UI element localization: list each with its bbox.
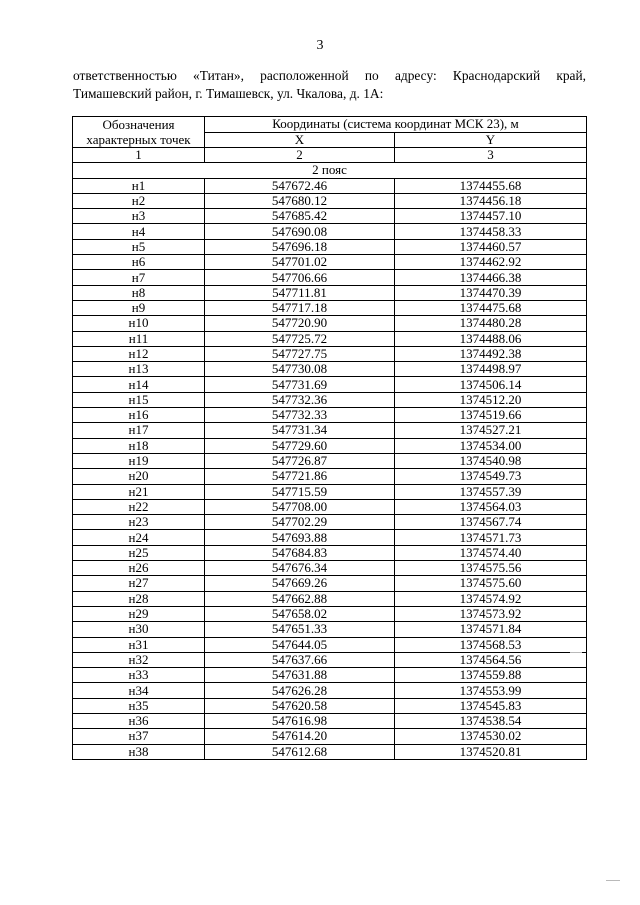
table-row	[73, 652, 587, 667]
table-row	[73, 499, 587, 514]
table-row	[73, 423, 587, 438]
coord-y: 1374575.60	[395, 576, 587, 591]
column-number-2: 2	[205, 148, 395, 163]
coord-x: 547715.59	[205, 484, 395, 499]
coord-x: 547696.18	[205, 239, 395, 254]
coord-y: 1374457.10	[395, 209, 587, 224]
coord-y: 1374475.68	[395, 300, 587, 315]
table-row	[73, 362, 587, 377]
table-row	[73, 668, 587, 683]
coord-x: 547651.33	[205, 622, 395, 637]
scan-mark	[570, 652, 582, 653]
coord-x: 547658.02	[205, 606, 395, 621]
point-name: н18	[73, 438, 205, 453]
coord-x: 547672.46	[205, 178, 395, 193]
table-row	[73, 515, 587, 530]
table-row	[73, 408, 587, 423]
header-designation: Обозначения характерных точек	[73, 117, 205, 148]
point-name: н38	[73, 744, 205, 759]
coord-y: 1374545.83	[395, 698, 587, 713]
zone-label: 2 пояс	[73, 163, 587, 178]
point-name: н12	[73, 346, 205, 361]
coord-x: 547685.42	[205, 209, 395, 224]
column-number-row	[73, 148, 587, 163]
coord-x: 547620.58	[205, 698, 395, 713]
table-row	[73, 453, 587, 468]
table-row	[73, 209, 587, 224]
table-row	[73, 591, 587, 606]
coord-y: 1374575.56	[395, 561, 587, 576]
coord-x: 547616.98	[205, 713, 395, 728]
coord-x: 547721.86	[205, 469, 395, 484]
scan-mark	[606, 880, 620, 881]
table-row	[73, 270, 587, 285]
point-name: н26	[73, 561, 205, 576]
coord-y: 1374455.68	[395, 178, 587, 193]
coord-y: 1374480.28	[395, 316, 587, 331]
coord-y: 1374567.74	[395, 515, 587, 530]
table-row	[73, 392, 587, 407]
coord-y: 1374498.97	[395, 362, 587, 377]
point-name: н20	[73, 469, 205, 484]
coord-x: 547717.18	[205, 300, 395, 315]
coord-y: 1374557.39	[395, 484, 587, 499]
coord-y: 1374460.57	[395, 239, 587, 254]
header-x: X	[205, 132, 395, 148]
table-row	[73, 622, 587, 637]
table-row	[73, 713, 587, 728]
page-number: 3	[316, 38, 324, 53]
point-name: н25	[73, 545, 205, 560]
coord-x: 547669.26	[205, 576, 395, 591]
point-name: н5	[73, 239, 205, 254]
coord-x: 547706.66	[205, 270, 395, 285]
coord-x: 547727.75	[205, 346, 395, 361]
point-name: н13	[73, 362, 205, 377]
header-y: Y	[395, 132, 587, 148]
coord-y: 1374534.00	[395, 438, 587, 453]
coord-y: 1374492.38	[395, 346, 587, 361]
point-name: н3	[73, 209, 205, 224]
coord-x: 547708.00	[205, 499, 395, 514]
coord-y: 1374574.40	[395, 545, 587, 560]
coord-x: 547725.72	[205, 331, 395, 346]
point-name: н28	[73, 591, 205, 606]
coord-y: 1374512.20	[395, 392, 587, 407]
coord-y: 1374571.73	[395, 530, 587, 545]
table-body	[73, 178, 587, 759]
point-name: н27	[73, 576, 205, 591]
table-row	[73, 377, 587, 392]
coord-y: 1374568.53	[395, 637, 587, 652]
point-name: н16	[73, 408, 205, 423]
header-coordinates: Координаты (система координат МСК 23), м	[205, 117, 587, 133]
coord-y: 1374458.33	[395, 224, 587, 239]
coord-x: 547637.66	[205, 652, 395, 667]
intro-paragraph	[73, 67, 586, 103]
coord-y: 1374571.84	[395, 622, 587, 637]
coord-y: 1374564.03	[395, 499, 587, 514]
table-row	[73, 561, 587, 576]
table-row	[73, 239, 587, 254]
column-number-1: 1	[73, 148, 205, 163]
table-row	[73, 545, 587, 560]
coord-y: 1374559.88	[395, 668, 587, 683]
coord-y: 1374520.81	[395, 744, 587, 759]
table-row	[73, 224, 587, 239]
coord-y: 1374488.06	[395, 331, 587, 346]
coord-x: 547662.88	[205, 591, 395, 606]
point-name: н35	[73, 698, 205, 713]
coord-y: 1374527.21	[395, 423, 587, 438]
table-row	[73, 193, 587, 208]
coord-x: 547702.29	[205, 515, 395, 530]
point-name: н34	[73, 683, 205, 698]
table-row	[73, 606, 587, 621]
coord-y: 1374574.92	[395, 591, 587, 606]
point-name: н9	[73, 300, 205, 315]
point-name: н17	[73, 423, 205, 438]
intro-line-1: ответственностью «Титан», расположенной по адресу: Краснодарский край,	[73, 68, 586, 83]
table-row	[73, 484, 587, 499]
table-row	[73, 300, 587, 315]
table-row	[73, 576, 587, 591]
coord-y: 1374519.66	[395, 408, 587, 423]
coord-y: 1374462.92	[395, 255, 587, 270]
point-name: н14	[73, 377, 205, 392]
coord-x: 547631.88	[205, 668, 395, 683]
point-name: н1	[73, 178, 205, 193]
point-name: н19	[73, 453, 205, 468]
point-name: н22	[73, 499, 205, 514]
coord-y: 1374573.92	[395, 606, 587, 621]
coord-x: 547730.08	[205, 362, 395, 377]
point-name: н33	[73, 668, 205, 683]
table-row	[73, 729, 587, 744]
point-name: н31	[73, 637, 205, 652]
coord-x: 547731.69	[205, 377, 395, 392]
point-name: н23	[73, 515, 205, 530]
point-name: н21	[73, 484, 205, 499]
coord-x: 547732.36	[205, 392, 395, 407]
coord-x: 547614.20	[205, 729, 395, 744]
table-row	[73, 331, 587, 346]
point-name: н6	[73, 255, 205, 270]
coord-y: 1374530.02	[395, 729, 587, 744]
coord-x: 547626.28	[205, 683, 395, 698]
table-row	[73, 178, 587, 193]
coordinates-table	[72, 116, 587, 760]
coord-x: 547684.83	[205, 545, 395, 560]
coord-x: 547680.12	[205, 193, 395, 208]
intro-line-2: Тимашевский район, г. Тимашевск, ул. Чкалова, д. 1А:	[73, 86, 384, 101]
table-row	[73, 469, 587, 484]
point-name: н11	[73, 331, 205, 346]
coord-x: 547693.88	[205, 530, 395, 545]
point-name: н2	[73, 193, 205, 208]
coord-y: 1374549.73	[395, 469, 587, 484]
point-name: н29	[73, 606, 205, 621]
point-name: н4	[73, 224, 205, 239]
table-row	[73, 316, 587, 331]
coord-x: 547732.33	[205, 408, 395, 423]
coord-x: 547676.34	[205, 561, 395, 576]
point-name: н24	[73, 530, 205, 545]
coord-x: 547729.60	[205, 438, 395, 453]
point-name: н32	[73, 652, 205, 667]
coord-x: 547731.34	[205, 423, 395, 438]
coord-y: 1374538.54	[395, 713, 587, 728]
table-row	[73, 346, 587, 361]
coord-y: 1374470.39	[395, 285, 587, 300]
coord-x: 547726.87	[205, 453, 395, 468]
coord-x: 547612.68	[205, 744, 395, 759]
table-row	[73, 530, 587, 545]
coord-x: 547711.81	[205, 285, 395, 300]
table-row	[73, 637, 587, 652]
point-name: н30	[73, 622, 205, 637]
column-number-3: 3	[395, 148, 587, 163]
table-row	[73, 438, 587, 453]
coord-y: 1374564.56	[395, 652, 587, 667]
coord-y: 1374466.38	[395, 270, 587, 285]
point-name: н7	[73, 270, 205, 285]
point-name: н10	[73, 316, 205, 331]
coord-y: 1374553.99	[395, 683, 587, 698]
point-name: н8	[73, 285, 205, 300]
table-row	[73, 683, 587, 698]
table-row	[73, 285, 587, 300]
point-name: н36	[73, 713, 205, 728]
coord-y: 1374540.98	[395, 453, 587, 468]
point-name: н15	[73, 392, 205, 407]
coord-x: 547701.02	[205, 255, 395, 270]
coord-y: 1374456.18	[395, 193, 587, 208]
coord-x: 547644.05	[205, 637, 395, 652]
coord-x: 547720.90	[205, 316, 395, 331]
table-row	[73, 744, 587, 759]
coord-x: 547690.08	[205, 224, 395, 239]
point-name: н37	[73, 729, 205, 744]
table-header-row	[73, 117, 587, 133]
table-row	[73, 255, 587, 270]
coord-y: 1374506.14	[395, 377, 587, 392]
zone-row	[73, 163, 587, 178]
table-row	[73, 698, 587, 713]
